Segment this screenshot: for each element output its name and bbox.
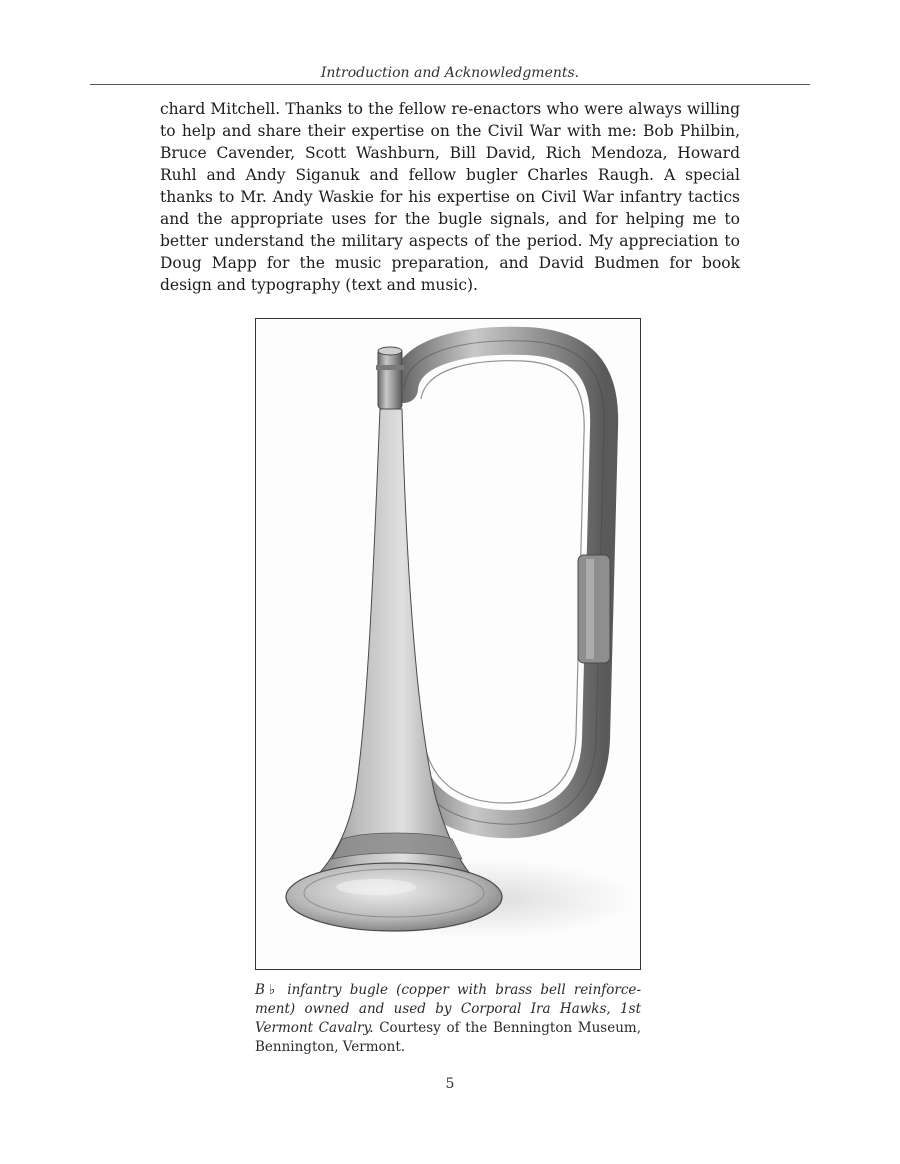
body-text (160, 98, 740, 296)
running-head: Introduction and Acknowledgments. (320, 65, 580, 81)
bugle-photo-frame (255, 318, 641, 970)
page-number: 5 (445, 1076, 455, 1092)
bell-rim (286, 863, 502, 931)
bugle-photo (256, 319, 639, 968)
caption-credit: Courtesy of the Bennington Museum, Bennington, Vermont. (255, 1020, 641, 1055)
caption-italic: B♭ infantry bugle (copper with brass bell reinforcement) owned and used by Corporal Ira Hawks, 1st Vermont Cavalry. (255, 982, 641, 1036)
acknowledgments-paragraph: chard Mitchell. Thanks to the fellow re-enactors who were always willing to help and share their expertise on the Civil War with me: Bob Philbin, Bruce Cavender, Scott Washburn, Bill David, Rich Mendoza, Howard Ruhl and Andy Siganuk and fellow bugler Charles Raugh. A special thanks to Mr. Andy Waskie for his expertise on Civil War infantry tactics and the appropriate uses for the bugle signals, and for helping me to better understand the military aspects of the period. My appreciation to Doug Mapp for the music preparation, and David Budmen for book design and typography (text and music). (160, 100, 740, 294)
figure-caption (255, 981, 641, 1057)
header-rule (90, 84, 810, 85)
mouthpiece (378, 349, 402, 409)
